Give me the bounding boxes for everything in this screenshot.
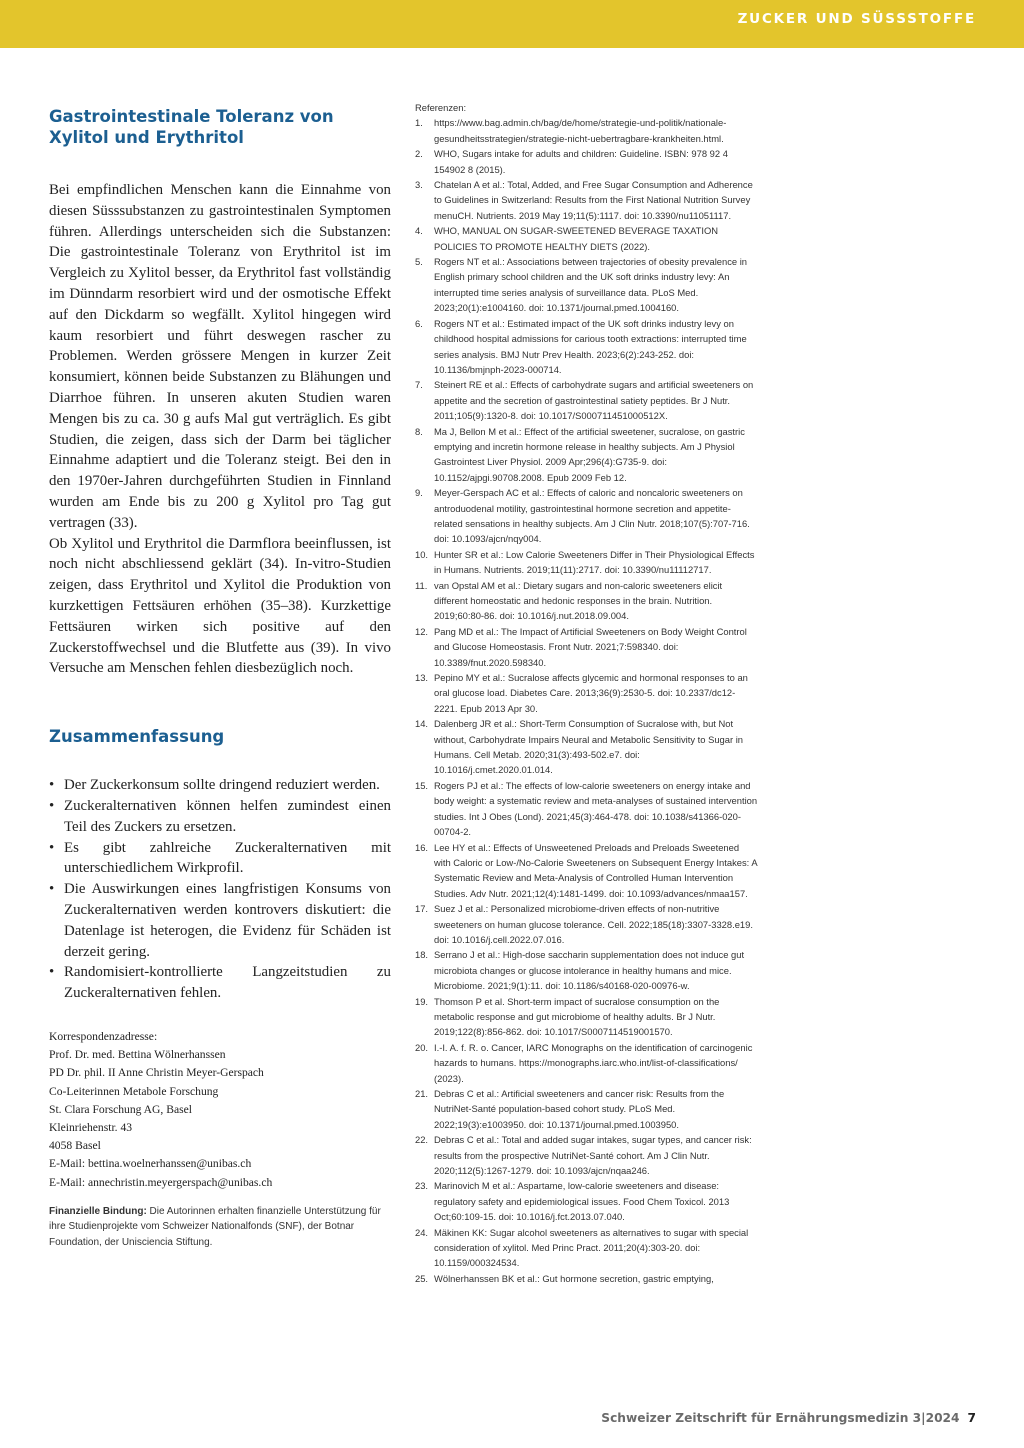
reference-item: 9. Meyer-Gerspach AC et al.: Effects of caloric and noncaloric sweeteners on antroduodenal motility, gastrointestinal hormone secretion and appetite-related sensations in healthy subjects. Am J Clin Nutr. 2018;107(5):707-716. doi: 10.1093/ajcn/nqy004. [415,487,750,545]
paragraph-tolerance: Bei empfindlichen Menschen kann die Einnahme von diesen Süsssubstanzen zu gastrointestinalen Symptomen führen. Allerdings unterscheiden sich die Substanzen: Die gastrointestinale Toleranz von Erythritol ist im Vergleich zu Xylitol besser, da Erythritol fast vollständig im Dünndarm resorbiert wird und der osmotische Effekt auf den Dickdarm so wegfällt. Xylitol hingegen wird kaum resorbiert und führt deswegen rascher zu Problemen. Werden grössere Mengen in kurzer Zeit konsumiert, können beide Substanzen zu Blähungen und Diarrhoe führen. In unseren akuten Studien waren Mengen bis zu ca. 30 g aufs Mal gut verträglich. Es gibt Studien, die zeigen, dass sich der Darm bei täglicher Einnahme adaptiert und die Toleranz steigt. Bei den in den 1970er-Jahren durchgeführten Studien in Finnland wurden am Ende bis zu 200 g Xylitol pro Tag gut vertragen (33). [49,182,391,531]
contact-line: Co-Leiterinnen Metabole Forschung [49,1084,219,1098]
section-title-tolerance: Gastrointestinale Toleranz von Xylitol und Erythritol [49,107,334,147]
reference-item: 17. Suez J et al.: Personalized microbiome-driven effects of non-nutritive sweeteners on human glucose tolerance. Cell. 2022;185(18):3307-3328.e19. doi: 10.1016/j.cell.2022.07.016. [415,903,753,945]
reference-item: 12. Pang MD et al.: The Impact of Artificial Sweeteners on Body Weight Control and Glucose Homeostasis. Front Nutr. 2021;7:598340. doi: 10.3389/fnut.2020.598340. [415,625,747,668]
funding-lead: Finanzielle Bindung: [49,1205,147,1217]
reference-item: 8. Ma J, Bellon M et al.: Effect of the artificial sweetener, sucralose, on gastric emptying and incretin hormone release in healthy subjects. Am J Physiol Gastrointest Liver Physiol. 2009 Apr;296(4):G735-9. doi: 10.1152/ajpgi.90708.2008. Epub 2009 Feb 12. [415,425,745,483]
left-column [49,106,391,1250]
summary-item: • Randomisiert-kontrollierte Langzeitstudien zu Zuckeralternativen fehlen. [49,964,391,1002]
reference-item: 11. van Opstal AM et al.: Dietary sugars and non-caloric sweeteners elicit different homeostatic and hedonic responses in the brain. Nutrition. 2019;60:80-86. doi: 10.1016/j.nut.2018.09.004. [415,579,723,622]
summary-item: • Die Auswirkungen eines langfristigen Konsums von Zuckeralternativen werden kontrovers diskutiert: die Datenlage ist heterogen, die Evidenz für Schäden ist derzeit gering. [49,881,391,960]
summary-list [49,775,391,1004]
contact-email: E-Mail: bettina.woelnerhanssen@unibas.ch [49,1157,252,1171]
funding-text: Die Autorinnen erhalten finanzielle Unterstützung für ihre Studienprojekte vom Schweizer Nationalfonds (SNF), der Botnar Foundation, der Unisciencia Stiftung. [49,1205,381,1248]
reference-item: 4. WHO, MANUAL ON SUGAR-SWEETENED BEVERAGE TAXATION POLICIES TO PROMOTE HEALTHY DIETS (2022). [415,225,719,252]
header-bar [0,0,1024,48]
reference-item: 7. Steinert RE et al.: Effects of carbohydrate sugars and artificial sweeteners on appetite and the secretion of gastrointestinal satiety peptides. Br J Nutr. 2011;105(9):1320-8. doi: 10.1017/S000711451000512X. [415,379,754,422]
funding-disclosure [49,1204,391,1251]
paragraph-microbiota: Ob Xylitol und Erythritol die Darmflora beeinflussen, ist noch nicht abschliessend geklärt (34). In-vitro-Studien zeigen, dass Erythritol und Xylitol die Produktion von kurzkettigen Fettsäuren erhöhen (35–38). Kurzkettige Fettsäuren wirken sich positive auf den Zuckerstoffwechsel und die Blutfette aus (39). In vivo Versuche am Menschen fehlen diesbezüglich noch. [49,535,391,677]
reference-item: 24. Mäkinen KK: Sugar alcohol sweeteners as alternatives to sugar with special consideration of xylitol. Med Princ Pract. 2011;20(4):303-20. doi: 10.1159/000324534. [415,1226,749,1269]
bullet-icon: • [49,777,55,794]
summary-item: • Zuckeralternativen können helfen zumindest einen Teil des Zuckers zu ersetzen. [49,797,391,835]
journal-name: Schweizer Zeitschrift für Ernährungsmedizin 3|2024 [601,1411,960,1425]
bullet-icon: • [49,881,55,898]
bullet-icon: • [49,839,55,856]
reference-item: 16. Lee HY et al.: Effects of Unsweetened Preloads and Preloads Sweetened with Caloric or Low-/No-Calorie Sweeteners on Subsequent Energy Intakes: A Systematic Review and Meta-Analysis of Controlled Human Intervention Studies. Adv Nutr. 2021;12(4):1481-1499. doi: 10.1093/advances/nmaa157. [415,841,758,899]
reference-item: 10. Hunter SR et al.: Low Calorie Sweeteners Differ in Their Physiological Effects in Humans. Nutrients. 2019;11(11):2717. doi: 10.3390/nu11112717. [415,548,755,576]
section-title-summary: Zusammenfassung [49,727,225,747]
correspondence-address [49,1028,391,1192]
contact-line: PD Dr. phil. II Anne Christin Meyer-Gerspach [49,1066,264,1080]
contact-email: E-Mail: annechristin.meyergerspach@unibas.ch [49,1175,273,1189]
reference-item: 19. Thomson P et al. Short-term impact of sucralose consumption on the metabolic response and gut microbiome of healthy adults. Br J Nutr. 2019;122(8):856-862. doi: 10.1017/S0007114519001570. [415,995,720,1038]
contact-line: Prof. Dr. med. Bettina Wölnerhanssen [49,1048,226,1062]
contact-line: 4058 Basel [49,1139,101,1153]
references-column [415,100,758,1286]
bullet-icon: • [49,797,55,814]
section-label: ZUCKER UND SÜSSSTOFFE [737,11,976,27]
reference-item: 14. Dalenberg JR et al.: Short-Term Consumption of Sucralose with, but Not without, Carbohydrate Impairs Neural and Metabolic Sensitivity to Sugar in Humans. Cell Metab. 2020;31(3):493-502.e7. doi: 10.1016/j.cmet.2020.01.014. [415,718,744,776]
reference-item: 25. Wölnerhanssen BK et al.: Gut hormone secretion, gastric emptying, [415,1272,714,1284]
reference-item: 6. Rogers NT et al.: Estimated impact of the UK soft drinks industry levy on childhood hospital admissions for carious tooth extractions: interrupted time series analysis. BMJ Nutr Prev Health. 2023;6(2):243-252. doi: 10.1136/bmjnph-2023-000714. [415,317,747,375]
references-list [415,115,758,1286]
reference-item: 5. Rogers NT et al.: Associations between trajectories of obesity prevalence in English primary school children and the UK soft drinks industry levy: An interrupted time series analysis of surveillance data. PLoS Med. 2023;20(1):e1004160. doi: 10.1371/journal.pmed.1004160. [415,256,748,314]
contact-line: St. Clara Forschung AG, Basel [49,1102,192,1116]
bullet-icon: • [49,964,55,981]
reference-item: 22. Debras C et al.: Total and added sugar intakes, sugar types, and cancer risk: results from the prospective NutriNet-Santé cohort. Am J Clin Nutr. 2020;112(5):1267-1279. doi: 10.1093/ajcn/nqaa246. [415,1134,752,1177]
reference-item: 2. WHO, Sugars intake for adults and children: Guideline. ISBN: 978 92 4 154902 8 (2015). [415,148,728,175]
contact-line: Korrespondenzadresse: [49,1029,158,1043]
page-number: 7 [967,1411,976,1425]
reference-item: 3. Chatelan A et al.: Total, Added, and Free Sugar Consumption and Adherence to Guidelines in Switzerland: Results from the First National Nutrition Survey menuCH. Nutrients. 2019 May 19;11(5):1117. doi: 10.3390/nu11051117. [415,179,753,221]
reference-item: 20. I.-I. A. f. R. o. Cancer, IARC Monographs on the identification of carcinogenic hazards to humans. https://monographs.iarc.who.int/list-of-classifications/ (2023). [415,1041,753,1084]
summary-item: • Es gibt zahlreiche Zuckeralternativen mit unterschiedlichem Wirkprofil. [49,839,391,877]
reference-item: 15. Rogers PJ et al.: The effects of low-calorie sweeteners on energy intake and body weight: a systematic review and meta-analyses of sustained intervention studies. Int J Obes (Lond). 2021;45(3):464-478. doi: 10.1038/s41366-020-00704-2. [415,779,758,838]
reference-item: 23. Marinovich M et al.: Aspartame, low-calorie sweeteners and disease: regulatory safety and epidemiological issues. Food Chem Toxicol. 2013 Oct;60:109-15. doi: 10.1016/j.fct.2013.07.040. [415,1180,730,1223]
contact-line: Kleinriehenstr. 43 [49,1120,133,1134]
page-footer [601,1411,976,1425]
reference-item: 13. Pepino MY et al.: Sucralose affects glycemic and hormonal responses to an oral glucose load. Diabetes Care. 2013;36(9):2530-5. doi: 10.2337/dc12-2221. Epub 2013 Apr 30. [415,672,748,714]
references-title: Referenzen: [415,102,467,113]
reference-item: 18. Serrano J et al.: High-dose saccharin supplementation does not induce gut microbiota changes or glucose intolerance in healthy humans and mice. Microbiome. 2021;9(1):11. doi: 10.1186/s40168-020-00976-w. [415,949,745,992]
summary-item: • Der Zuckerkonsum sollte dringend reduziert werden. [49,775,391,796]
reference-item: 1. https://www.bag.admin.ch/bag/de/home/strategie-und-politik/nationale-gesundheitsstrategien/strategie-nicht-uebertragbare-krankheiten.html. [415,117,727,144]
reference-item: 21. Debras C et al.: Artificial sweeteners and cancer risk: Results from the NutriNet-Santé population-based cohort study. PLoS Med. 2022;19(3):e1003950. doi: 10.1371/journal.pmed.1003950. [415,1088,725,1130]
